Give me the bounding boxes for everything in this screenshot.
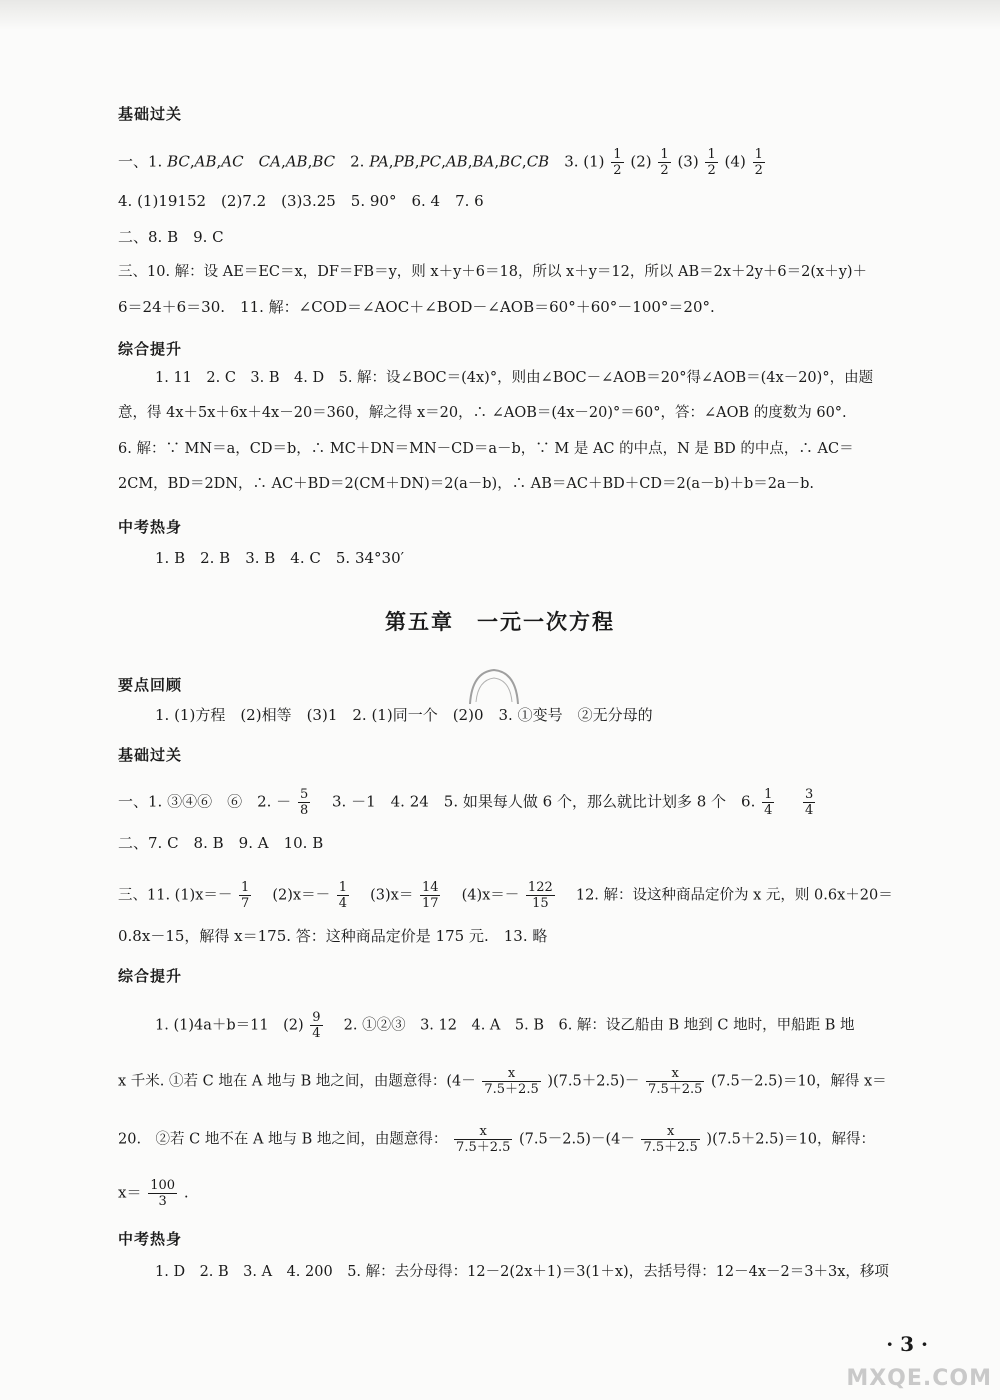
fraction: $\frac{x}{7.5+2.5}$ [484, 1066, 539, 1097]
fraction: $\frac{1}{2}$ [660, 147, 669, 178]
section-heading-exam: 中考热身 [118, 1230, 183, 1248]
answer-line: 6. 解：∵ MN＝a，CD＝b，∴ MC＋DN＝MN－CD＝a－b，∵ M 是 AC 的中点，N 是 BD 的中点，∴ AC＝ [118, 441, 854, 457]
answer-line: 1. D 2. B 3. A 4. 200 5. 解：去分母得：12－2(2x＋1)＝3(1＋x)，去括号得：12－4x－2＝3＋3x，移项 [155, 1264, 889, 1280]
answer-line: 二、7. C 8. B 9. A 10. B [118, 834, 324, 852]
answer-line: 意，得 4x＋5x＋6x＋4x－20＝360，解之得 x＝20，∴ ∠AOB＝(4x－20)°＝60°，答：∠AOB 的度数为 60°. [118, 405, 847, 421]
fraction: $\frac{9}{4}$ [312, 1010, 321, 1041]
section-heading-exam: 中考热身 [118, 518, 183, 536]
answer-line: 1. (1)方程 (2)相等 (3)1 2. (1)同一个 (2)0 3. ①变号 ②无分母的 [155, 706, 653, 724]
section-heading-review: 要点回顾 [118, 676, 183, 694]
fraction: $\frac{5}{8}$ [299, 787, 309, 818]
answer-line: 三、11. (1)x＝－ $\frac{1}{7}$ (2)x＝－ $\frac{1}{4}$ (3)x＝ $\frac{14}{17}$ (4)x＝－ $\frac{122}{15}$ 12. 解：设这种商品定价为 x 元，则 0.6x＋20＝ [118, 880, 893, 911]
answer-line: x 千米. ①若 C 地在 A 地与 B 地之间，由题意得：(4－ $\frac{x}{7.5+2.5}$ )(7.5＋2.5)－ $\frac{x}{7.5+2.5}$ (7.5－2.5)＝10，解得 x＝ [118, 1066, 887, 1097]
fraction: $\frac{3}{4}$ [805, 787, 814, 818]
answer-line: 1. (1)4a＋b＝11 (2) $\frac{9}{4}$ 2. ①②③ 3. 12 4. A 5. B 6. 解：设乙船由 B 地到 C 地时，甲船距 B 地 [155, 1010, 855, 1041]
answer-line: 一、1. ③④⑥ ⑥ 2. － $\frac{5}{8}$ 3. －1 4. 24 5. 如果每人做 6 个，那么就比计划多 8 个 6. $\frac{1}{4}$ $\frac{3}{4}$ [118, 787, 814, 818]
answer-line: 6＝24＋6＝30. 11. 解：∠COD＝∠AOC＋∠BOD－∠AOB＝60°＋60°－100°＝20°. [118, 298, 715, 316]
fraction: $\frac{1}{2}$ [613, 147, 622, 178]
section-heading-improve: 综合提升 [118, 340, 183, 358]
fraction: $\frac{1}{2}$ [707, 147, 716, 178]
answer-line: 2CM，BD＝2DN，∴ AC＋BD＝2(CM＋DN)＝2(a－b)，∴ AB＝AC＋BD＋CD＝2(a－b)＋b＝2a－b. [118, 476, 815, 492]
answer-line: 4. (1)19152 (2)7.2 (3)3.25 5. 90° 6. 4 7. 6 [118, 192, 484, 210]
answer-line: 20. ②若 C 地不在 A 地与 B 地之间，由题意得： $\frac{x}{7.5+2.5}$ (7.5－2.5)－(4－ $\frac{x}{7.5+2.5}$ )(7.5＋2.5)＝10，解得： [118, 1124, 875, 1155]
fraction: $\frac{x}{7.5+2.5}$ [456, 1124, 511, 1155]
fraction: $\frac{1}{4}$ [338, 880, 347, 911]
answer-line: 二、8. B 9. C [118, 228, 224, 246]
answer-line: 0.8x－15，解得 x＝175. 答：这种商品定价是 175 元. 13. 略 [118, 927, 548, 945]
answer-line: 1. 11 2. C 3. B 4. D 5. 解：设∠BOC＝(4x)°，则由∠BOC－∠AOB＝20°得∠AOB＝(4x－20)°，由题 [155, 370, 874, 386]
fraction: $\frac{122}{15}$ [527, 880, 553, 911]
fraction: $\frac{x}{7.5+2.5}$ [643, 1124, 698, 1155]
fraction: $\frac{1}{7}$ [241, 880, 250, 911]
page-number: · 3 · [886, 1332, 928, 1356]
fraction: $\frac{x}{7.5+2.5}$ [648, 1066, 703, 1097]
answer-line: x＝ $\frac{100}{3}$ . [118, 1178, 189, 1209]
watermark-logo: MXQE.COM [846, 1366, 992, 1391]
section-heading-improve: 综合提升 [118, 967, 183, 985]
fraction: $\frac{100}{3}$ [150, 1178, 176, 1209]
answer-line: 三、10. 解：设 AE＝EC＝x，DF＝FB＝y，则 x＋y＋6＝18，所以 x＋y＝12，所以 AB＝2x＋2y＋6＝2(x＋y)＋ [118, 264, 868, 280]
fraction: $\frac{1}{4}$ [764, 787, 773, 818]
fraction: $\frac{1}{2}$ [754, 147, 763, 178]
chapter-title: 第五章 一元一次方程 [385, 610, 615, 634]
answer-line: 一、1. BC,AB,AC CA,AB,BC 2. PA,PB,PC,AB,BA,BC,CB 3. (1) $\frac{1}{2}$ (2) $\frac{1}{2}$ (3) $\frac{1}{2}$ (4) $\frac{1}{2}$ [118, 147, 763, 178]
answer-line: 1. B 2. B 3. B 4. C 5. 34°30′ [155, 549, 405, 567]
section-heading-basic: 基础过关 [118, 105, 183, 123]
fraction: $\frac{14}{17}$ [421, 880, 439, 911]
section-heading-basic: 基础过关 [118, 746, 183, 764]
